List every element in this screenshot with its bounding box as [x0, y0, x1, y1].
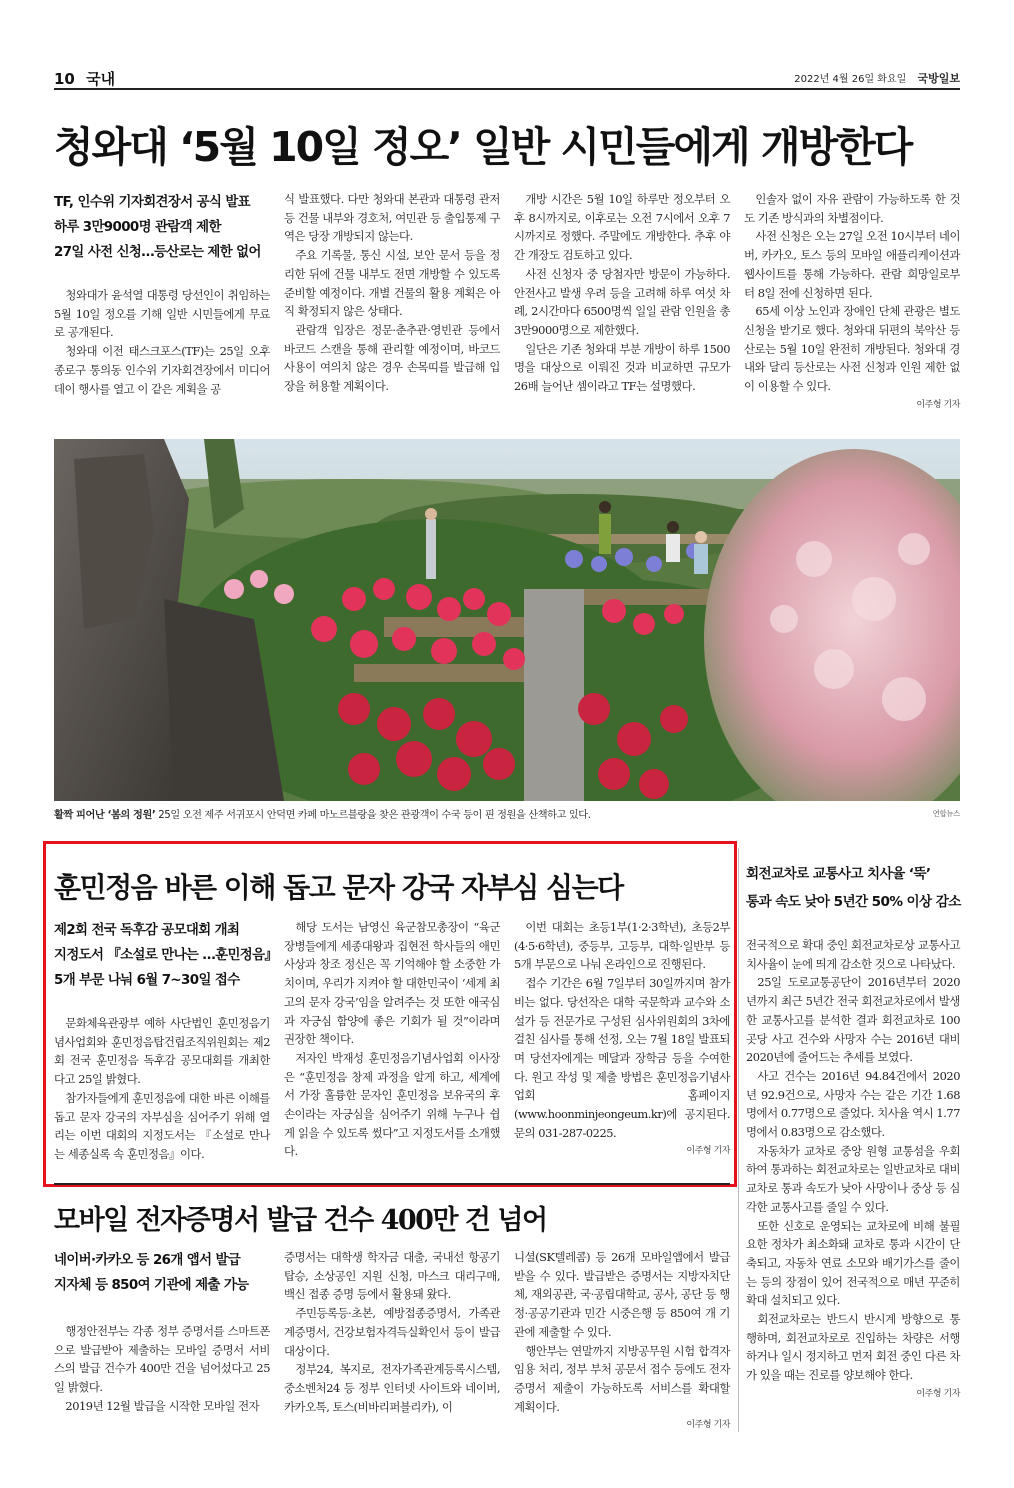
- article3-subhead-2: 지자체 등 850여 기관에 제출 가능: [54, 1278, 249, 1293]
- article1-paragraph: 일단은 기존 청와대 부분 개방이 하루 1500명을 대상으로 이뤄진 것과 비교하면 규모가 26배 늘어난 셈이라고 TF는 설명했다.: [514, 341, 730, 394]
- article1-paragraph: 청와대가 윤석열 대통령 당선인이 취임하는 5월 10일 정오를 기해 일반 시민들에게 무료로 공개된다.: [54, 288, 270, 340]
- article4-paragraph: 25일 도로교통공단이 2016년부터 2020년까지 최근 5년간 전국 회전교차로에서 발생한 교통사고를 분석한 결과 회전교차로 100곳당 사고 건수와 사망자 수는 2016년 대비 2020년에 줄어드는 추세를 보였다.: [746, 975, 960, 1065]
- photo-caption: [54, 806, 960, 824]
- article3-subhead-1: 네이버·카카오 등 26개 앱서 발급: [54, 1253, 241, 1268]
- article3-col2: [284, 1248, 500, 1416]
- article3-paragraph: 행정안전부는 각종 정부 증명서를 스마트폰으로 발급받아 제출하는 모바일 증명서 서비스의 발급 건수가 400만 건을 넘어섰다고 25일 밝혔다.: [54, 1324, 270, 1395]
- article1-paragraph: 관람객 입장은 정문·춘추관·영빈관 등에서 바코드 스캔을 통해 관리할 예정이며, 바코드 사용이 여의치 않은 경우 손목띠를 발급해 입장을 허용할 계획이다.: [284, 322, 500, 394]
- garden-photo: [54, 439, 960, 801]
- article3-byline: 이주형 기자: [686, 1420, 730, 1431]
- article1-paragraph: 주요 기록물, 통신 시설, 보안 문서 등을 정리한 뒤에 건물 내부도 전면 개방할 수 있도록 준비할 예정이다. 개별 건물의 활용 계획은 아직 확정되지 않은 상태다.: [284, 248, 500, 319]
- article4-paragraph: 회전교차로는 반드시 반시계 방향으로 통행하며, 회전교차로로 진입하는 차량은 서행하거나 일시 정지하고 먼저 회전 중인 다른 차가 있을 때는 진로를 양보해야 한다.: [746, 1312, 960, 1383]
- article3-col1: [54, 1322, 270, 1416]
- article1-paragraph: 개방 시간은 5월 10일 하루만 정오부터 오후 8시까지로, 이후로는 오전 7시에서 오후 7시까지로 정했다. 주말에도 개방한다. 추후 야간 개장도 검토하고 있다.: [514, 192, 730, 263]
- article2-col1: [54, 1014, 270, 1164]
- article2-paragraph: 문화체육관광부 예하 사단법인 훈민정음기념사업회와 훈민정음탑건립조직위원회는 제2회 전국 훈민정음 독후감 공모대회를 개최한다고 25일 밝혔다.: [54, 1016, 270, 1087]
- article3-paragraph: 행안부는 연말까지 지방공무원 시험 합격자 임용 처리, 정부 부처 공문서 접수 등에도 전자증명서 제출이 가능하도록 서비스를 확대할 계획이다.: [514, 1343, 730, 1414]
- article4-heading: [746, 860, 960, 916]
- article2-paragraph: 해당 도서는 남영신 육군참모총장이 “육군장병들에게 세종대왕과 집현전 학사들의 애민 사상과 창조 정신은 꼭 기억해야 할 소중한 가치이며, 우리가 지켜야 할 대한민국이 ‘세계 최고의 문자 강국’임을 알려주는 것 또한 애국심과 자긍심 함양에 좋은 기회가 될 것”이라며 권장한 책이다.: [284, 920, 500, 1047]
- article3-paragraph: 정부24, 복지로, 전자가족관계등록시스템, 중소벤처24 등 정부 인터넷 사이트와 네이버, 카카오톡, 토스(비바리퍼블리카), 이: [284, 1362, 500, 1414]
- article2-paragraph: 접수 기간은 6월 7일부터 30일까지며 참가비는 없다. 당선작은 대학 국문학과 교수와 소설가 등 전문가로 구성된 심사위원회의 3차에 걸친 심사를 통해 선정, 오는 7월 18일 발표되며 당선자에게는 메달과 장학금 등을 수여한다. 원고 작성 및 제출 방법은 훈민정음기념사업회 홈페이지(www.hoonminjeongeum.kr)에 공지된다. 문의 031-287-0225.: [514, 976, 730, 1140]
- article2-subhead-3: 5개 부문 나눠 6월 7~30일 접수: [54, 973, 240, 988]
- masthead: [54, 60, 960, 90]
- article3-top-rule: [54, 1183, 730, 1185]
- article1-col1: [54, 286, 270, 398]
- paper-name: 국방일보: [917, 72, 960, 85]
- article1-byline: 이주형 기자: [916, 399, 960, 410]
- article3-paragraph: 증명서는 대학생 학자금 대출, 국내선 항공기 탑승, 소상공인 지원 신청, 마스크 대리구매, 백신 접종 증명 등에서 활용돼 왔다.: [284, 1250, 500, 1302]
- page-section: [54, 68, 115, 89]
- article3-subheads: [54, 1248, 270, 1298]
- article1-subhead-3: 27일 사전 신청…등산로는 제한 없어: [54, 245, 261, 260]
- article1-paragraph: 인솔자 없이 자유 관람이 가능하도록 한 것도 기존 방식과의 차별점이다.: [744, 192, 960, 225]
- article1-paragraph: 식 발표했다. 다만 청와대 본관과 대통령 관저 등 건물 내부와 경호처, 여민관 등 출입통제 구역은 당장 개방되지 않는다.: [284, 192, 500, 244]
- article1-subhead-2: 하루 3만9000명 관람객 제한: [54, 220, 221, 235]
- article4-paragraph: 자동차가 교차로 중앙 원형 교통섬을 우회하여 통과하는 회전교차로는 일반교차로 대비 교차로 통과 속도가 낮아 사망이나 중상 등 심각한 교통사고를 줄일 수 있다.: [746, 1143, 960, 1214]
- article2-byline: 이주형 기자: [686, 1146, 730, 1157]
- article4-paragraph: 전국적으로 확대 중인 회전교차로상 교통사고 치사율이 눈에 띄게 감소한 것으로 나타났다.: [746, 938, 960, 971]
- article3-headline: 모바일 전자증명서 발급 건수 400만 건 넘어: [54, 1205, 547, 1236]
- article1-subhead-1: TF, 인수위 기자회견장서 공식 발표: [54, 195, 251, 210]
- article2-headline: 훈민정음 바른 이해 돕고 문자 강국 자부심 심는다: [54, 871, 623, 904]
- caption-title: 활짝 피어난 ‘봄의 정원’: [54, 810, 156, 821]
- article2-paragraph: 이번 대회는 초등1부(1·2·3학년), 초등2부(4·5·6학년), 중등부, 고등부, 대학·일반부 등 5개 부문으로 나눠 온라인으로 진행된다.: [514, 920, 730, 972]
- article2-subhead-1: 제2회 전국 독후감 공모대회 개최: [54, 923, 240, 938]
- article4-byline: 이주형 기자: [916, 1388, 960, 1399]
- article3-paragraph: 니셜(SK텔레콤) 등 26개 모바일앱에서 발급받을 수 있다. 발급받은 증명서는 지방자치단체, 재외공관, 국·공립대학교, 공사, 공단 등 행정·공공기관과 민간 시중은행 등 850여 개 기관에 제출할 수 있다.: [514, 1250, 730, 1339]
- article1-col4: [744, 190, 960, 414]
- photo-credit: 연합뉴스: [932, 809, 960, 818]
- article1-paragraph: 사전 신청은 오는 27일 오전 10시부터 네이버, 카카오, 토스 등의 모바일 애플리케이션과 웹사이트를 통해 가능하다. 관람 희망일로부터 8일 전에 신청하면 된다.: [744, 229, 960, 300]
- article2-subheads: [54, 918, 278, 993]
- article1-col2: [284, 190, 500, 396]
- issue-date: 2022년 4월 26일 화요일: [794, 74, 907, 85]
- article2-col3: [514, 918, 730, 1161]
- article4-paragraph: 또한 신호로 운영되는 교차로에 비해 불필요한 정차가 최소화돼 교차로 통과 시간이 단축되고, 자동차 연료 소모와 배기가스를 줄이는 등의 장점이 있어 전국적으로 매년 꾸준히 확대 설치되고 있다.: [746, 1218, 960, 1308]
- column-divider: [738, 848, 739, 1432]
- article2-subhead-2: 지정도서 『소설로 만나는 …훈민정음』: [54, 948, 278, 963]
- article2-col2: [284, 918, 500, 1161]
- section-name: 국내: [86, 70, 116, 88]
- article2-paragraph: 참가자들에게 훈민정음에 대한 바른 이해를 돕고 문자 강국의 자부심을 심어주기 위해 열리는 이번 대회의 지정도서는 『소설로 만나는 세종실록 속 훈민정음』이다.: [54, 1090, 270, 1161]
- article3-paragraph: 주민등록등·초본, 예방접종증명서, 가족관계증명서, 건강보험자격득실확인서 등이 발급 대상이다.: [284, 1306, 500, 1358]
- garden-photo-illustration: [54, 439, 960, 801]
- article1-paragraph: 청와대 이전 태스크포스(TF)는 25일 오후 종로구 통의동 인수위 기자회견장에서 미디어데이 행사를 열고 이 같은 계획을 공: [54, 344, 270, 396]
- masthead-right: [794, 70, 960, 86]
- article4-body: [746, 936, 960, 1404]
- page-number: 10: [54, 70, 75, 88]
- article1-headline: 청와대 ‘5월 10일 정오’ 일반 시민들에게 개방한다: [54, 123, 912, 171]
- article1-paragraph: 사전 신청자 중 당첨자만 방문이 가능하다. 안전사고 발생 우려 등을 고려해 하루 여섯 차례, 2시간마다 6500명씩 일일 관람 인원을 총 3만9000명으로 제한했다.: [514, 266, 730, 337]
- article4-subhead: 통과 속도 낮아 5년간 50% 이상 감소: [746, 894, 961, 910]
- article1-col3: [514, 190, 730, 396]
- article1-paragraph: 65세 이상 노인과 장애인 단체 관광은 별도 신청을 받기로 했다. 청와대 뒤편의 북악산 등산로는 5월 10일 완전히 개방된다. 청와대 경내와 달리 등산로는 사전 신청과 인원 제한 없이 이용할 수 있다.: [744, 304, 960, 394]
- article1-subheads: [54, 190, 270, 265]
- caption-text: 25일 오전 제주 서귀포시 안덕면 카페 마노르블랑을 찾은 관광객이 수국 등이 핀 정원을 산책하고 있다.: [158, 810, 591, 821]
- article2-paragraph: 저자인 박재성 훈민정음기념사업회 이사장은 “훈민정음 창제 과정을 알게 하고, 세계에서 가장 훌륭한 문자인 훈민정음 보유국의 후손이라는 자긍심을 심어주기 위해 누구나 쉽게 읽을 수 있도록 썼다”고 지정도서를 소개했다.: [284, 1050, 500, 1159]
- article3-col3: [514, 1248, 730, 1435]
- article4-headline: 회전교차로 교통사고 치사율 ‘뚝’: [746, 866, 931, 882]
- article4-paragraph: 사고 건수는 2016년 94.84건에서 2020년 92.9건으로, 사망자 수는 같은 기간 1.68명에서 0.77명으로 줄었다. 치사율 역시 1.77명에서 0.83명으로 감소했다.: [746, 1068, 960, 1140]
- article3-paragraph: 2019년 12월 발급을 시작한 모바일 전자: [65, 1398, 260, 1413]
